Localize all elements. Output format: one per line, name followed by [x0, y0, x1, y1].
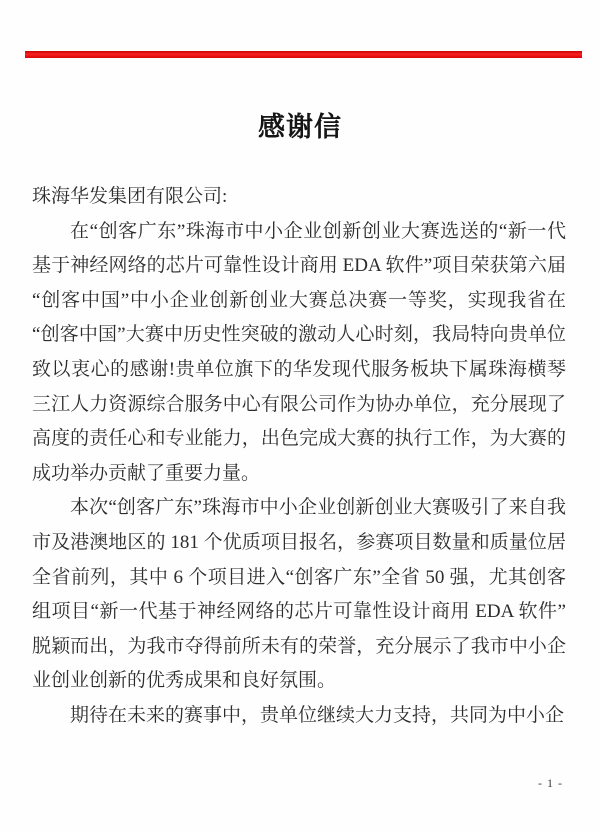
letter-title: 感谢信: [258, 112, 342, 142]
header-red-rule: [25, 51, 582, 58]
salutation: 珠海华发集团有限公司:: [32, 186, 228, 207]
paragraph-1: 在“创客广东”珠海市中小企业创新创业大赛选送的“新一代基于神经网络的芯片可靠性设计商用 EDA 软件”项目荣获第六届“创客中国”中小企业创新创业大赛总决赛一等奖，实现我省在“创客中国”大赛中历史性突破的激动人心时刻，我局特向贵单位致以衷心的感谢!贵单位旗下的华发现代服务板块下属珠海横琴三江人力资源综合服务中心有限公司作为协办单位，充分展现了高度的责任心和专业能力，出色完成大赛的执行工作，为大赛的成功举办贡献了重要力量。: [32, 220, 566, 484]
letter-body: [32, 180, 566, 734]
page-number: - 1 -: [538, 776, 563, 790]
paragraph-2: 本次“创客广东”珠海市中小企业创新创业大赛吸引了来自我市及港澳地区的 181 个优质项目报名，参赛项目数量和质量位居全省前列，其中 6 个项目进入“创客广东”全省 50 强，尤其创客组项目“新一代基于神经网络的芯片可靠性设计商用 EDA 软件”脱颖而出，为我市夺得前所未有的荣誉，充分展示了我市中小企业创业创新的优秀成果和良好氛围。: [32, 497, 566, 692]
paragraph-3: 期待在未来的赛事中，贵单位继续大力支持，共同为中小企: [70, 704, 565, 726]
